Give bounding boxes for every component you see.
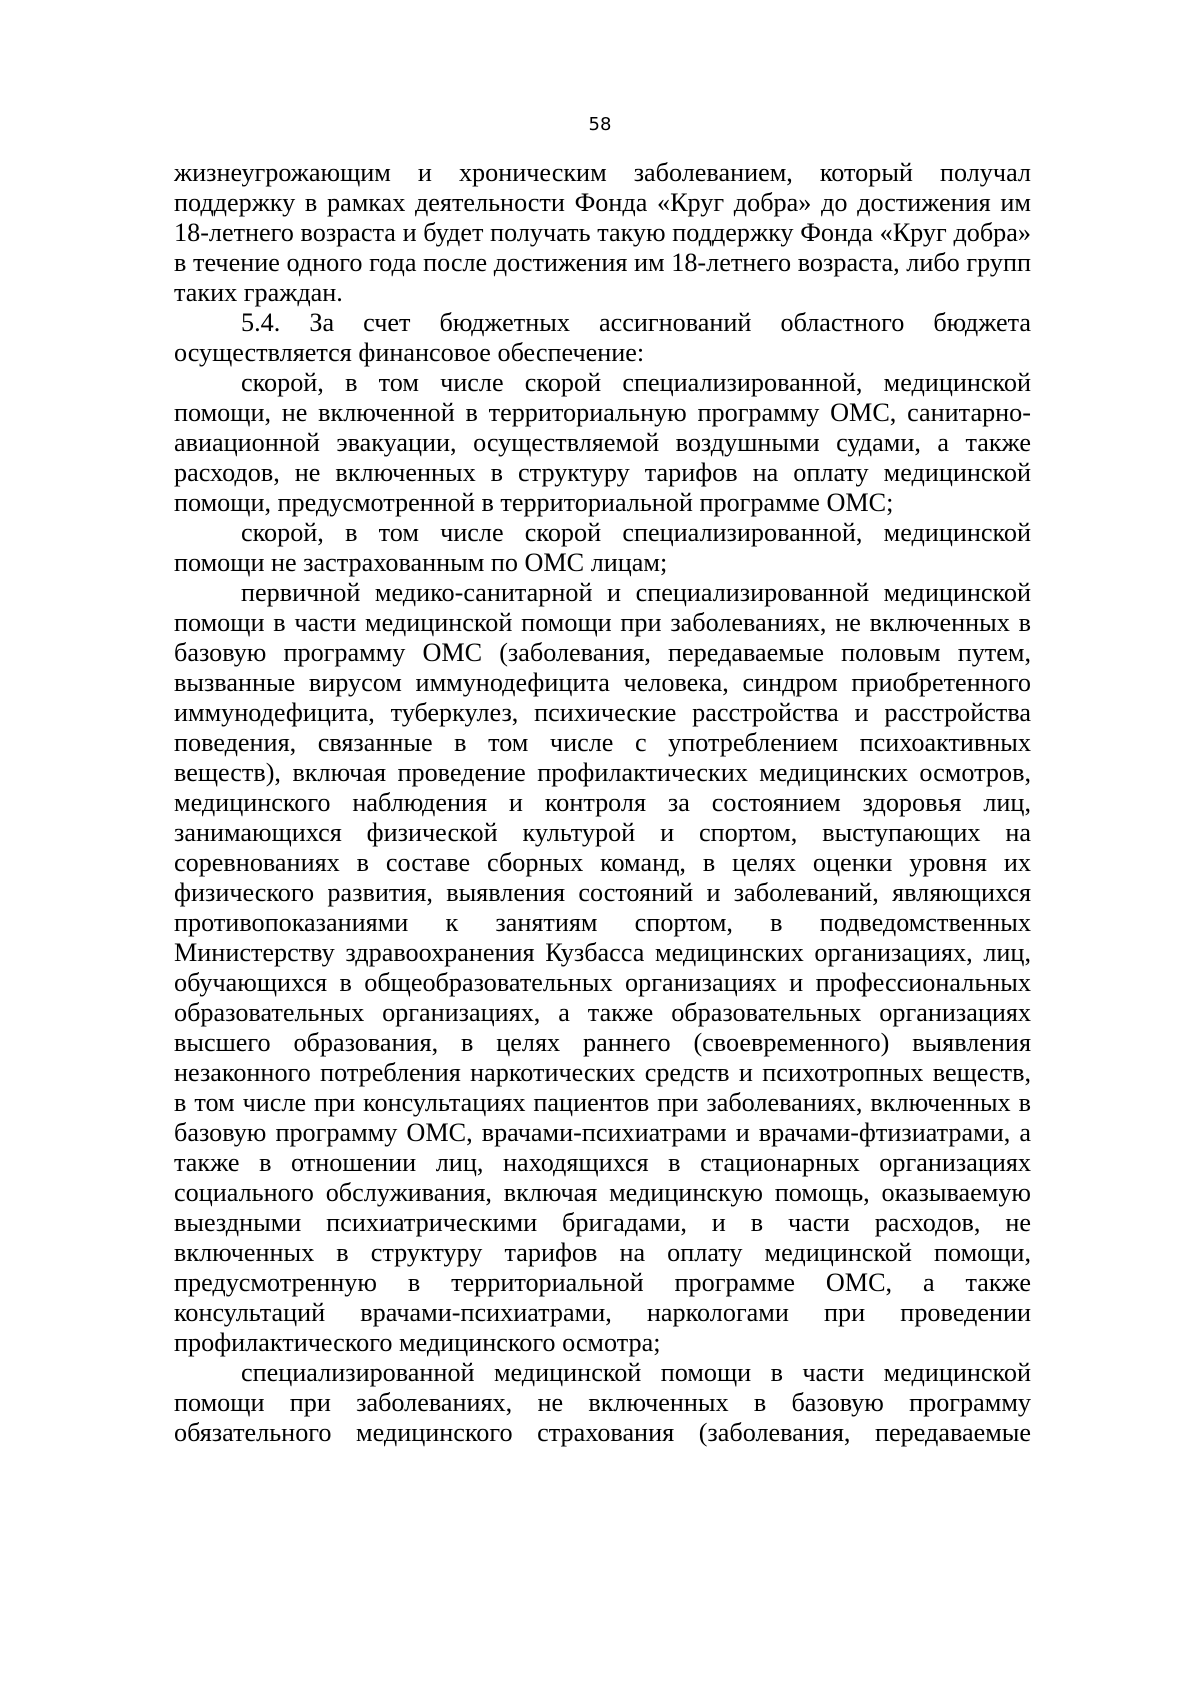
page-number: 58 [588, 114, 612, 135]
paragraph-specialized-care: специализированной медицинской помощи в части медицинской помощи при заболеваниях, не включенных в базовую программу обязательного медицинского страхования (заболевания, передаваемые [174, 1358, 1031, 1447]
paragraph-continuation: жизнеугрожающим и хроническим заболеванием, который получал поддержку в рамках деятельности Фонда «Круг добра» до достижения им 18-летнего возраста и будет получать такую поддержку Фонда «Круг добра» в течение одного года после достижения им 18-летнего возраста, либо групп таких граждан. [174, 158, 1031, 307]
paragraph-emergency-uninsured: скорой, в том числе скорой специализированной, медицинской помощи не застрахованным по ОМС лицам; [174, 518, 1031, 577]
paragraph-section-5-4: 5.4. За счет бюджетных ассигнований областного бюджета осуществляется финансовое обеспечение: [174, 308, 1031, 367]
paragraph-primary-care: первичной медико-санитарной и специализированной медицинской помощи в части медицинской помощи при заболеваниях, не включенных в базовую программу ОМС (заболевания, передаваемые половым путем, вызванные вирусом иммунодефицита человека, синдром приобретенного иммунодефицита, туберкулез, психические расстройства и расстройства поведения, связанные в том числе с употреблением психоактивных веществ), включая проведение профилактических медицинских осмотров, медицинского наблюдения и контроля за состоянием здоровья лиц, занимающихся физической культурой и спортом, выступающих на соревнованиях в составе сборных команд, в целях оценки уровня их физического развития, выявления состояний и заболеваний, являющихся противопоказаниями к занятиям спортом, в подведомственных Министерству здравоохранения Кузбасса медицинских организациях, лиц, обучающихся в общеобразовательных организациях и профессиональных образовательных организациях, а также образовательных организациях высшего образования, в целях раннего (своевременного) выявления незаконного потребления наркотических средств и психотропных веществ, в том числе при консультациях пациентов при заболеваниях, включенных в базовую программу ОМС, врачами-психиатрами и врачами-фтизиатрами, а также в отношении лиц, находящихся в стационарных организациях социального обслуживания, включая медицинскую помощь, оказываемую выездными психиатрическими бригадами, и в части расходов, не включенных в структуру тарифов на оплату медицинской помощи, предусмотренную в территориальной программе ОМС, а также консультаций врачами-психиатрами, наркологами при проведении профилактического медицинского осмотра; [174, 578, 1031, 1357]
paragraph-emergency-care: скорой, в том числе скорой специализированной, медицинской помощи, не включенной в территориальную программу ОМС, санитарно-авиационной эвакуации, осуществляемой воздушными судами, а также расходов, не включенных в структуру тарифов на оплату медицинской помощи, предусмотренной в территориальной программе ОМС; [174, 368, 1031, 517]
document-body [174, 158, 1031, 1448]
